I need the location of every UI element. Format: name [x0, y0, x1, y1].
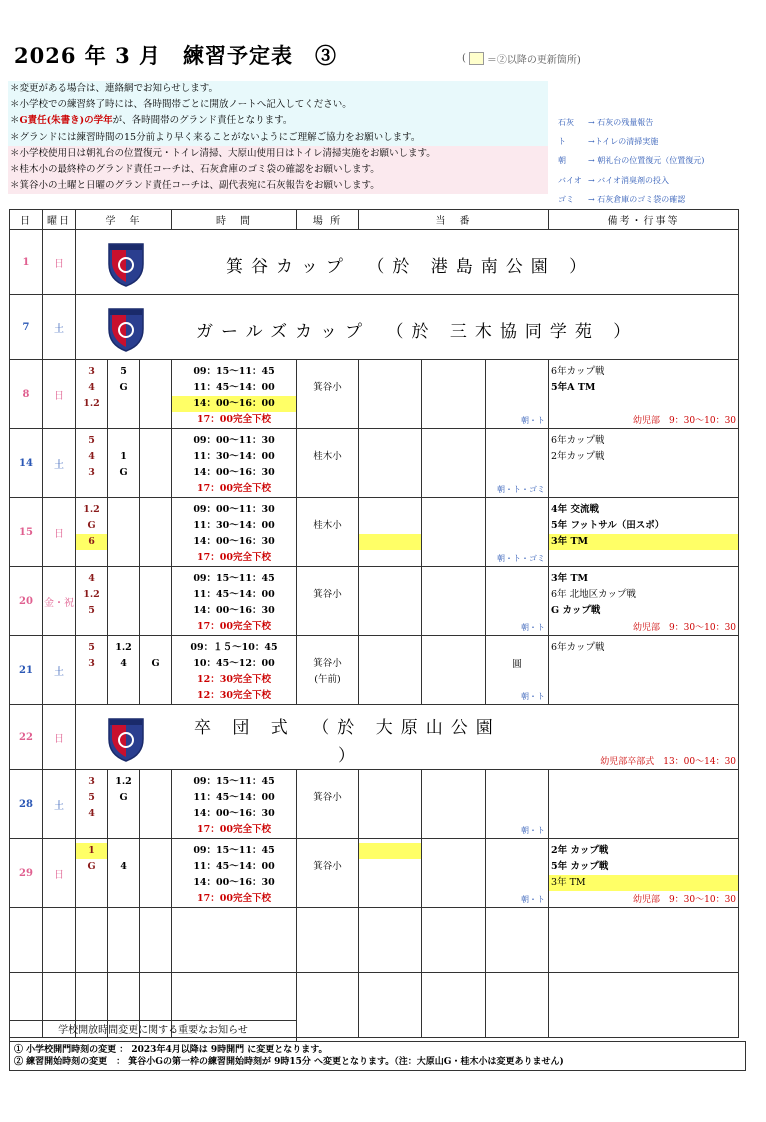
grade-col-1: 5 4 3 [76, 429, 108, 498]
table-row [10, 636, 739, 705]
note-line: ＊桂木小の最終枠のグランド責任コーチは、石灰倉庫のゴミ袋の確認をお願いします。 [8, 162, 548, 178]
remarks-cell: 2年 カップ戦 5年 カップ戦 3年 TM 幼児部 9：30〜10：30 [549, 839, 739, 908]
table-row [10, 770, 739, 839]
place-cell: 箕谷小 [297, 839, 359, 908]
day-cell: 22 [10, 705, 43, 770]
notice-line: ② 練習開始時刻の変更 ： 箕谷小Gの第一枠の練習開始時刻が 9時15分 へ変更となります。（注：大原山G・桂木小は変更ありません) [14, 1057, 564, 1067]
note-line: ＊グランドには練習時間の15分前より早く来ることがないようにご理解ご協力をお願いします。 [8, 130, 548, 146]
duty-cell [359, 839, 422, 908]
code-item: 石灰 → 石灰の残量報告 [558, 118, 654, 127]
place-cell: 桂木小 [297, 498, 359, 567]
duty-cell: 圓 朝・ト [486, 636, 549, 705]
duty-code-legend [558, 113, 704, 209]
team-crest-icon [106, 303, 146, 353]
weekday-cell: 日 [43, 839, 76, 908]
table-header [10, 210, 739, 230]
code-item: 朝 → 朝礼台の位置復元（位置復元) [558, 156, 705, 166]
page-title: 2026 年 3 月 練習予定表 ③ [14, 43, 337, 68]
note-line: ＊G責任(朱書き)の学年が、各時間帯のグランド責任となります。 [8, 113, 548, 129]
code-item: ゴミ → 石灰倉庫のゴミ袋の確認 [558, 194, 686, 204]
grade-col-2 [108, 498, 140, 567]
duty-cell [422, 567, 486, 636]
header-time: 時 間 [172, 210, 297, 230]
place-cell: 箕谷小 [297, 567, 359, 636]
legend-text: ＝②以降の更新箇所) [486, 55, 581, 66]
place-cell: 箕谷小 [297, 770, 359, 839]
place-cell: 箕谷小 [297, 360, 359, 429]
time-cell: 09：15〜11：45 11：45〜14：00 14：00〜16：30 17：00完全下校 [172, 770, 297, 839]
table-row [10, 705, 739, 770]
table-row [10, 839, 739, 908]
weekday-cell: 土 [43, 429, 76, 498]
legend-open: ( [462, 53, 466, 64]
grade-col-2: 1.2 4 [108, 636, 140, 705]
remarks-cell: 6年カップ戦 2年カップ戦 [549, 429, 739, 498]
duty-cell [359, 360, 422, 429]
day-cell: 8 [10, 360, 43, 429]
header-place: 場 所 [297, 210, 359, 230]
duty-cell [422, 360, 486, 429]
duty-cell [359, 567, 422, 636]
grade-col-1: 3 4 1.2 [76, 360, 108, 429]
duty-cell: 朝・ト・ゴミ [486, 429, 549, 498]
remarks-cell: 3年 TM 6年 北地区カップ戦 G カップ戦 幼児部 9：30〜10：30 [549, 567, 739, 636]
event-title-close: ） [338, 746, 363, 766]
grade-col-3 [140, 770, 172, 839]
duty-cell [422, 839, 486, 908]
weekday-cell: 土 [43, 636, 76, 705]
team-crest-icon [106, 238, 146, 288]
duty-cell [359, 636, 422, 705]
duty-cell [359, 770, 422, 839]
duty-cell [422, 498, 486, 567]
day-cell: 1 [10, 230, 43, 295]
duty-cell: 朝・ト [486, 360, 549, 429]
duty-cell: 朝・ト・ゴミ [486, 498, 549, 567]
grade-col-1: 1.2 G 6 [76, 498, 108, 567]
table-row [10, 295, 739, 360]
duty-cell [422, 770, 486, 839]
note-line: ＊小学校使用日は朝礼台の位置復元・トイレ清掃、大原山使用日はトイレ清掃実施をお願いします。 [8, 146, 548, 162]
grade-col-1: 1 G [76, 839, 108, 908]
header-remarks: 備考・行事等 [549, 210, 739, 230]
grade-col-2: 5 G [108, 360, 140, 429]
table-row [10, 498, 739, 567]
weekday-cell: 土 [43, 770, 76, 839]
code-item: バイオ → バイオ消臭剤の投入 [558, 175, 670, 185]
legend-swatch [469, 52, 484, 65]
duty-cell: 朝・ト [486, 770, 549, 839]
event-cell [76, 295, 739, 360]
event-cell [76, 230, 739, 295]
note-line: ＊変更がある場合は、連絡網でお知らせします。 [8, 81, 548, 97]
time-cell: 09：15〜11：45 11：45〜14：00 14：00〜16：30 17：00完全下校 [172, 567, 297, 636]
note-line: ＊小学校での練習終了時には、各時間帯ごとに開放ノートへ記入してください。 [8, 97, 548, 113]
table-row [10, 230, 739, 295]
notice-heading: 学校開放時間変更に関する重要なお知らせ [9, 1020, 297, 1042]
remarks-cell: 6年カップ戦 [549, 636, 739, 705]
event-cell [76, 705, 739, 770]
day-cell: 14 [10, 429, 43, 498]
schedule-table [9, 209, 739, 1038]
weekday-cell: 日 [43, 705, 76, 770]
note-line: ＊箕谷小の土曜と日曜のグランド責任コーチは、副代表宛に石灰報告をお願いします。 [8, 178, 548, 194]
header-grade: 学 年 [76, 210, 172, 230]
team-crest-icon [106, 713, 146, 763]
grade-col-3 [140, 360, 172, 429]
duty-cell [359, 429, 422, 498]
grade-col-1: 3 5 4 [76, 770, 108, 839]
header-day: 日 [10, 210, 43, 230]
notice-line: ① 小学校開門時刻の変更 ： 2023年4月以降は 9時開門 に変更となります。 [14, 1045, 328, 1055]
time-cell: 09：00〜11：30 11：30〜14：00 14：00〜16：30 17：00完全下校 [172, 498, 297, 567]
table-row-empty [10, 908, 739, 973]
grade-col-2: 1 G [108, 429, 140, 498]
weekday-cell: 日 [43, 360, 76, 429]
legend [462, 51, 581, 66]
header-duty: 当 番 [359, 210, 549, 230]
day-cell: 28 [10, 770, 43, 839]
grade-col-3 [140, 498, 172, 567]
weekday-cell: 土 [43, 295, 76, 360]
event-note: 幼児部卒部式 13：00〜14：30 [600, 757, 737, 767]
time-cell: 09：00〜11：30 11：30〜14：00 14：00〜16：30 17：00完全下校 [172, 429, 297, 498]
day-cell: 15 [10, 498, 43, 567]
place-cell: 桂木小 [297, 429, 359, 498]
duty-cell [422, 636, 486, 705]
day-cell: 7 [10, 295, 43, 360]
notice-box [9, 1041, 746, 1071]
remarks-cell [549, 770, 739, 839]
grade-col-1: 5 3 [76, 636, 108, 705]
grade-col-2 [108, 567, 140, 636]
grade-col-2: 1.2 G [108, 770, 140, 839]
grade-col-3 [140, 839, 172, 908]
header-weekday: 曜日 [43, 210, 76, 230]
day-cell: 29 [10, 839, 43, 908]
duty-cell [422, 429, 486, 498]
duty-cell [359, 498, 422, 567]
event-title: ガールズカップ （於 三木協同学苑 ） [196, 322, 639, 342]
duty-cell: 朝・ト [486, 567, 549, 636]
remarks-cell: 4年 交流戦 5年 フットサル（田スポ） 3年 TM [549, 498, 739, 567]
remarks-cell: 6年カップ戦 5年A TM 幼児部 9：30〜10：30 [549, 360, 739, 429]
day-cell: 21 [10, 636, 43, 705]
table-row [10, 567, 739, 636]
table-row [10, 360, 739, 429]
event-title: 卒 団 式 （於 大原山公園 [194, 718, 501, 738]
table-row [10, 429, 739, 498]
grade-col-3 [140, 429, 172, 498]
time-cell: 09：15〜11：45 11：45〜14：00 14：00〜16：00 17：00完全下校 [172, 360, 297, 429]
place-cell: 箕谷小 (午前) [297, 636, 359, 705]
grade-col-3: G [140, 636, 172, 705]
event-title: 箕谷カップ （於 港島南公園 ） [226, 257, 595, 277]
duty-cell: 朝・ト [486, 839, 549, 908]
grade-col-2: 4 [108, 839, 140, 908]
day-cell: 20 [10, 567, 43, 636]
weekday-cell: 日 [43, 498, 76, 567]
notes-block [8, 81, 548, 194]
time-cell: 09：１５〜10：45 10：45〜12：00 12：30完全下校 12：30完全下校 [172, 636, 297, 705]
weekday-cell: 日 [43, 230, 76, 295]
time-cell: 09：15〜11：45 11：45〜14：00 14：00〜16：30 17：00完全下校 [172, 839, 297, 908]
code-item: ト →トイレの清掃実施 [558, 137, 659, 147]
weekday-cell: 金・祝 [43, 567, 76, 636]
grade-col-1: 4 1.2 5 [76, 567, 108, 636]
grade-col-3 [140, 567, 172, 636]
